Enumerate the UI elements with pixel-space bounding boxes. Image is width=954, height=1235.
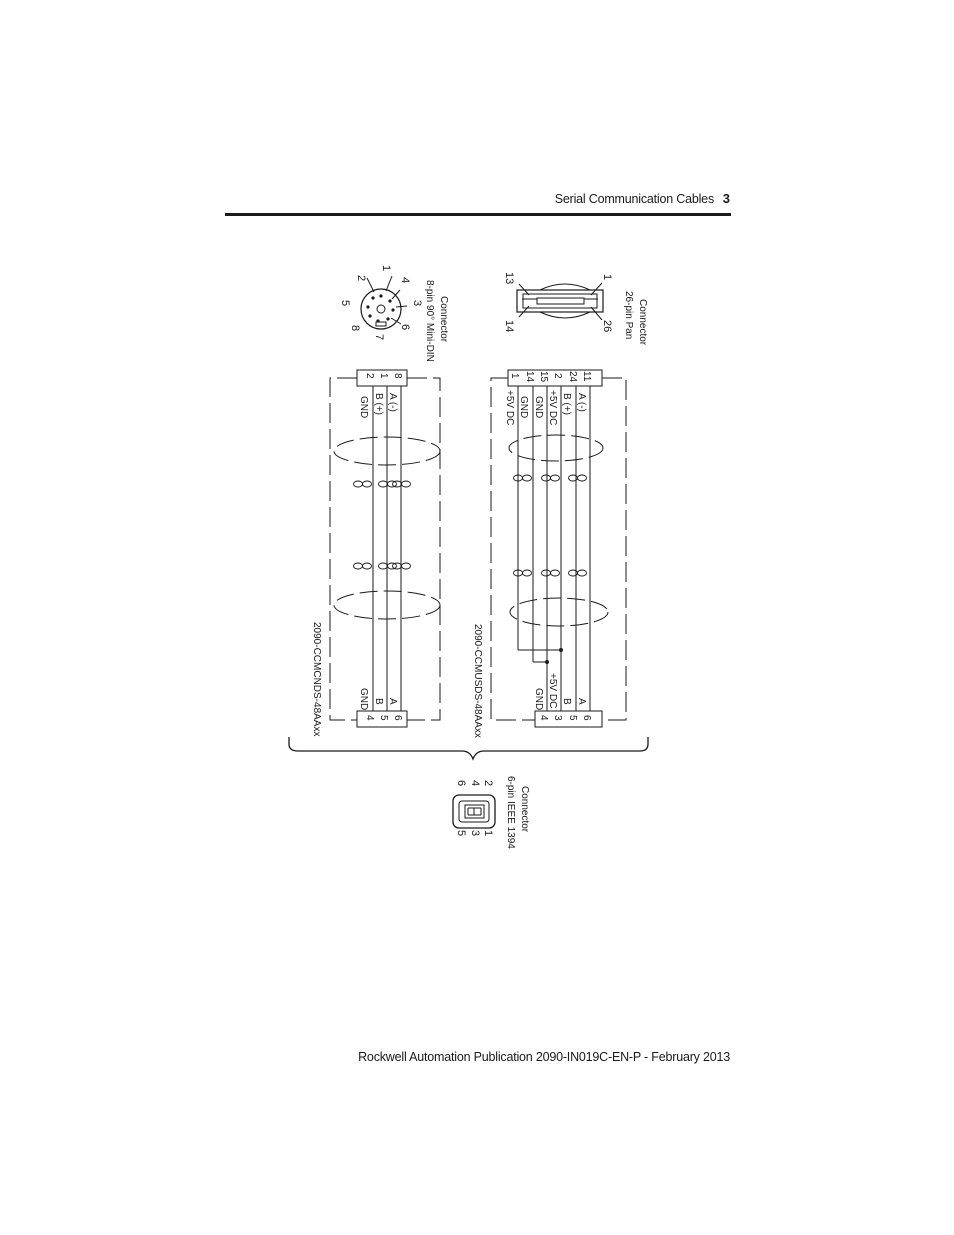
cable1-right-pin: 8 xyxy=(392,373,403,379)
page-number: 3 xyxy=(722,191,730,206)
minidin-pin-label: 4 xyxy=(399,277,411,284)
cable2-left-pin: 6 xyxy=(581,715,592,721)
minidin-pin-label: 8 xyxy=(349,325,361,332)
cable2-right-pin: 11 xyxy=(581,371,592,382)
cable1-left-signal: GND xyxy=(358,688,369,711)
ieee-pin-label: 4 xyxy=(469,780,481,787)
pan26-connector xyxy=(503,272,648,346)
ieee-pin-label: 1 xyxy=(482,830,494,837)
publication-footer: Rockwell Automation Publication 2090-IN019C-EN-P - February 2013 xyxy=(358,1050,730,1064)
minidin-pin-label: 7 xyxy=(373,334,385,341)
pan26-pin-label: 1 xyxy=(601,274,613,281)
cable2-right-signal: GND xyxy=(518,396,529,419)
cable1-left-pin: 4 xyxy=(364,715,375,721)
ieee-pin-label: 6 xyxy=(455,780,467,787)
cable1-diagram xyxy=(311,370,440,736)
minidin-pin-label: 2 xyxy=(355,275,367,282)
cable1-left-signal: B xyxy=(373,698,384,705)
ieee1394-connector xyxy=(453,776,530,849)
minidin-pin-label: 3 xyxy=(411,300,423,307)
minidin-connector xyxy=(339,265,449,362)
cable2-left-signal: +5V DC xyxy=(547,673,558,709)
cable1-right-signal: B (+) xyxy=(373,393,384,415)
ieee-pin-label: 5 xyxy=(455,830,467,837)
grouping-brace xyxy=(289,737,648,759)
ieee-caption: Connector xyxy=(519,786,530,833)
cable1-right-signal: GND xyxy=(358,396,369,419)
cable2-right-pin: 2 xyxy=(552,373,563,379)
minidin-pin-label: 1 xyxy=(380,265,392,272)
pan26-pin-label: 14 xyxy=(503,320,515,333)
cable2-part-number: 2090-CCMUSDS-48AAxx xyxy=(472,624,483,738)
ieee-caption: 6-pin IEEE 1394 xyxy=(505,776,516,849)
twist-marks xyxy=(354,481,411,569)
cable2-left-signal: B xyxy=(561,698,572,705)
minidin-pin-label: 5 xyxy=(339,300,351,307)
cable2-right-signal: +5V DC xyxy=(547,390,558,426)
cable2-right-pin: 15 xyxy=(538,371,549,383)
cable1-left-pin: 5 xyxy=(378,715,389,721)
cable2-left-pin: 3 xyxy=(552,715,563,721)
cable1-left-pin: 6 xyxy=(392,715,403,721)
cable1-left-signal: A xyxy=(387,698,398,705)
cable1-right-signal: A (-) xyxy=(387,393,398,412)
ieee-pin-label: 3 xyxy=(469,830,481,837)
cable1-right-pin: 1 xyxy=(378,373,389,379)
minidin-caption: 8-pin 90° Mini-DIN xyxy=(424,280,435,362)
cable1-part-number: 2090-CCMCNDS-48AAxx xyxy=(311,622,322,737)
running-header: Serial Communication Cables xyxy=(554,192,714,206)
cable1-right-pin: 2 xyxy=(364,373,375,379)
cable2-right-pin: 24 xyxy=(567,371,578,383)
cable2-right-pin: 14 xyxy=(524,371,535,383)
cable2-left-signal: A xyxy=(576,698,587,705)
minidin-caption: Connector xyxy=(438,296,449,343)
cable2-left-pin: 5 xyxy=(567,715,578,721)
cable2-left-signal: GND xyxy=(533,688,544,711)
minidin-pin-label: 6 xyxy=(399,324,411,331)
pan26-caption: 26-pin Pan xyxy=(623,291,634,340)
cable2-right-signal: +5V DC xyxy=(504,390,515,426)
pan26-pin-label: 26 xyxy=(601,320,613,333)
pan26-caption: Connector xyxy=(637,299,648,346)
ieee-pin-label: 2 xyxy=(482,780,494,787)
cable2-left-pin: 4 xyxy=(538,715,549,721)
cable2-right-signal: A (-) xyxy=(576,393,587,412)
cable2-right-pin: 1 xyxy=(509,373,520,379)
cable2-diagram xyxy=(472,370,626,738)
cable2-right-signal: GND xyxy=(533,396,544,419)
cable2-right-signal: B (+) xyxy=(561,393,572,415)
minidin-pin-holes xyxy=(366,294,394,322)
pan26-pin-label: 13 xyxy=(503,272,515,285)
